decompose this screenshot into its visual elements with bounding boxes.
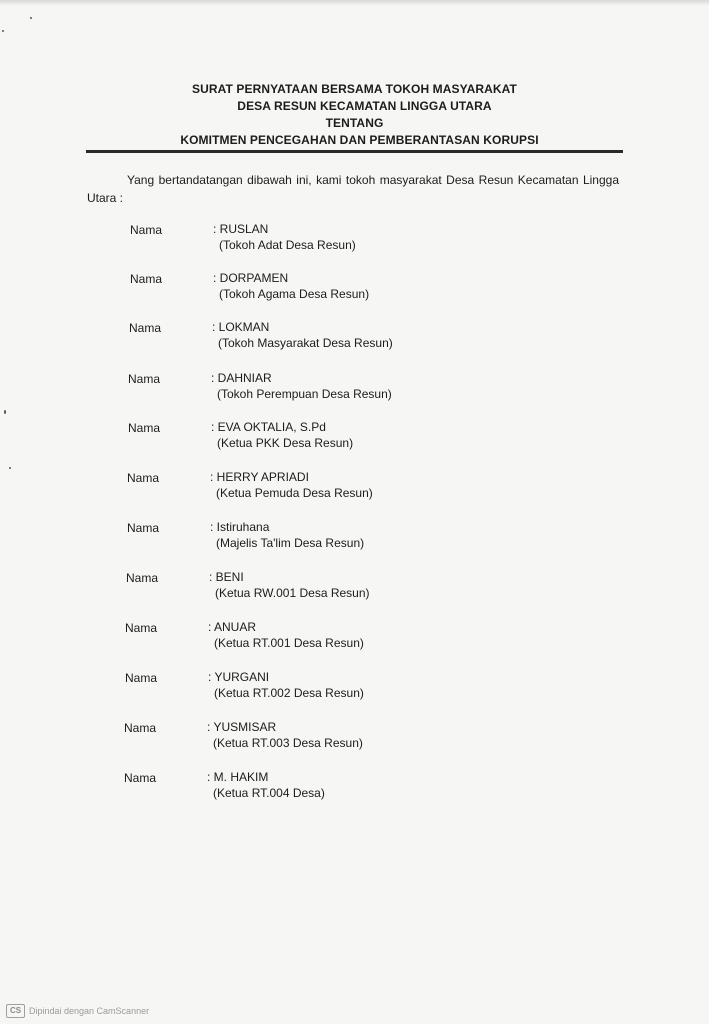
- signatory-role: (Tokoh Masyarakat Desa Resun): [218, 336, 393, 350]
- signatory-role: (Tokoh Perempuan Desa Resun): [217, 387, 392, 401]
- scan-speck: [4, 410, 6, 414]
- name-label: Nama: [126, 571, 159, 585]
- signatory-role: (Ketua Pemuda Desa Resun): [216, 486, 373, 500]
- title-divider: [86, 150, 623, 153]
- name-label: Nama: [125, 671, 158, 685]
- signatory-role: (Ketua RT.002 Desa Resun): [214, 686, 364, 700]
- title-line-4: KOMITMEN PENCEGAHAN DAN PEMBERANTASAN KORUPSI: [180, 133, 539, 147]
- signatory-role: (Ketua RT.003 Desa Resun): [213, 736, 363, 750]
- watermark-text: Dipindai dengan CamScanner: [29, 1006, 150, 1016]
- camscanner-logo-icon: CS: [6, 1004, 25, 1018]
- title-line-3: TENTANG: [325, 116, 384, 130]
- signatory-role: (Ketua PKK Desa Resun): [217, 436, 354, 450]
- name-label: Nama: [124, 771, 157, 785]
- signatory-role: (Ketua RT.001 Desa Resun): [214, 636, 364, 650]
- signatory-name: : M. HAKIM: [207, 770, 269, 784]
- signatory-name: : Istiruhana: [210, 520, 270, 534]
- title-line-2: DESA RESUN KECAMATAN LINGGA UTARA: [237, 99, 492, 113]
- scan-speck: [30, 17, 32, 19]
- scanner-watermark: [6, 1004, 149, 1018]
- scan-speck: [9, 467, 11, 469]
- signatory-name: : RUSLAN: [213, 222, 269, 236]
- intro-paragraph: Yang bertandatangan dibawah ini, kami tokoh masyarakat Desa Resun Kecamatan Lingga Utara :: [87, 173, 619, 205]
- signatory-name: : ANUAR: [208, 620, 257, 634]
- signatory-name: : YUSMISAR: [207, 720, 277, 734]
- signatory-name: : LOKMAN: [212, 320, 270, 334]
- signatory-role: (Tokoh Adat Desa Resun): [219, 238, 356, 252]
- name-label: Nama: [130, 223, 163, 237]
- name-label: Nama: [127, 521, 160, 535]
- signatory-name: : EVA OKTALIA, S.Pd: [211, 420, 326, 434]
- signatory-role: (Ketua RW.001 Desa Resun): [215, 586, 370, 600]
- signatory-name: : HERRY APRIADI: [210, 470, 309, 484]
- signatory-role: (Majelis Ta'lim Desa Resun): [216, 536, 365, 550]
- name-label: Nama: [128, 372, 161, 386]
- name-label: Nama: [129, 321, 162, 335]
- title-line-1: SURAT PERNYATAAN BERSAMA TOKOH MASYARAKAT: [191, 82, 517, 96]
- scan-speck: [2, 30, 4, 32]
- name-label: Nama: [125, 621, 158, 635]
- name-label: Nama: [128, 421, 161, 435]
- scan-top-edge: [0, 0, 709, 6]
- document-title: [0, 81, 709, 149]
- signatory-name: : YURGANI: [208, 670, 270, 684]
- name-label: Nama: [124, 721, 157, 735]
- signatory-name: : BENI: [209, 570, 244, 584]
- signatory-name: : DORPAMEN: [213, 271, 289, 285]
- name-label: Nama: [127, 471, 160, 485]
- signatory-name: : DAHNIAR: [211, 371, 272, 385]
- signatory-role: (Ketua RT.004 Desa): [213, 786, 325, 800]
- signatory-role: (Tokoh Agama Desa Resun): [219, 287, 370, 301]
- name-label: Nama: [130, 272, 163, 286]
